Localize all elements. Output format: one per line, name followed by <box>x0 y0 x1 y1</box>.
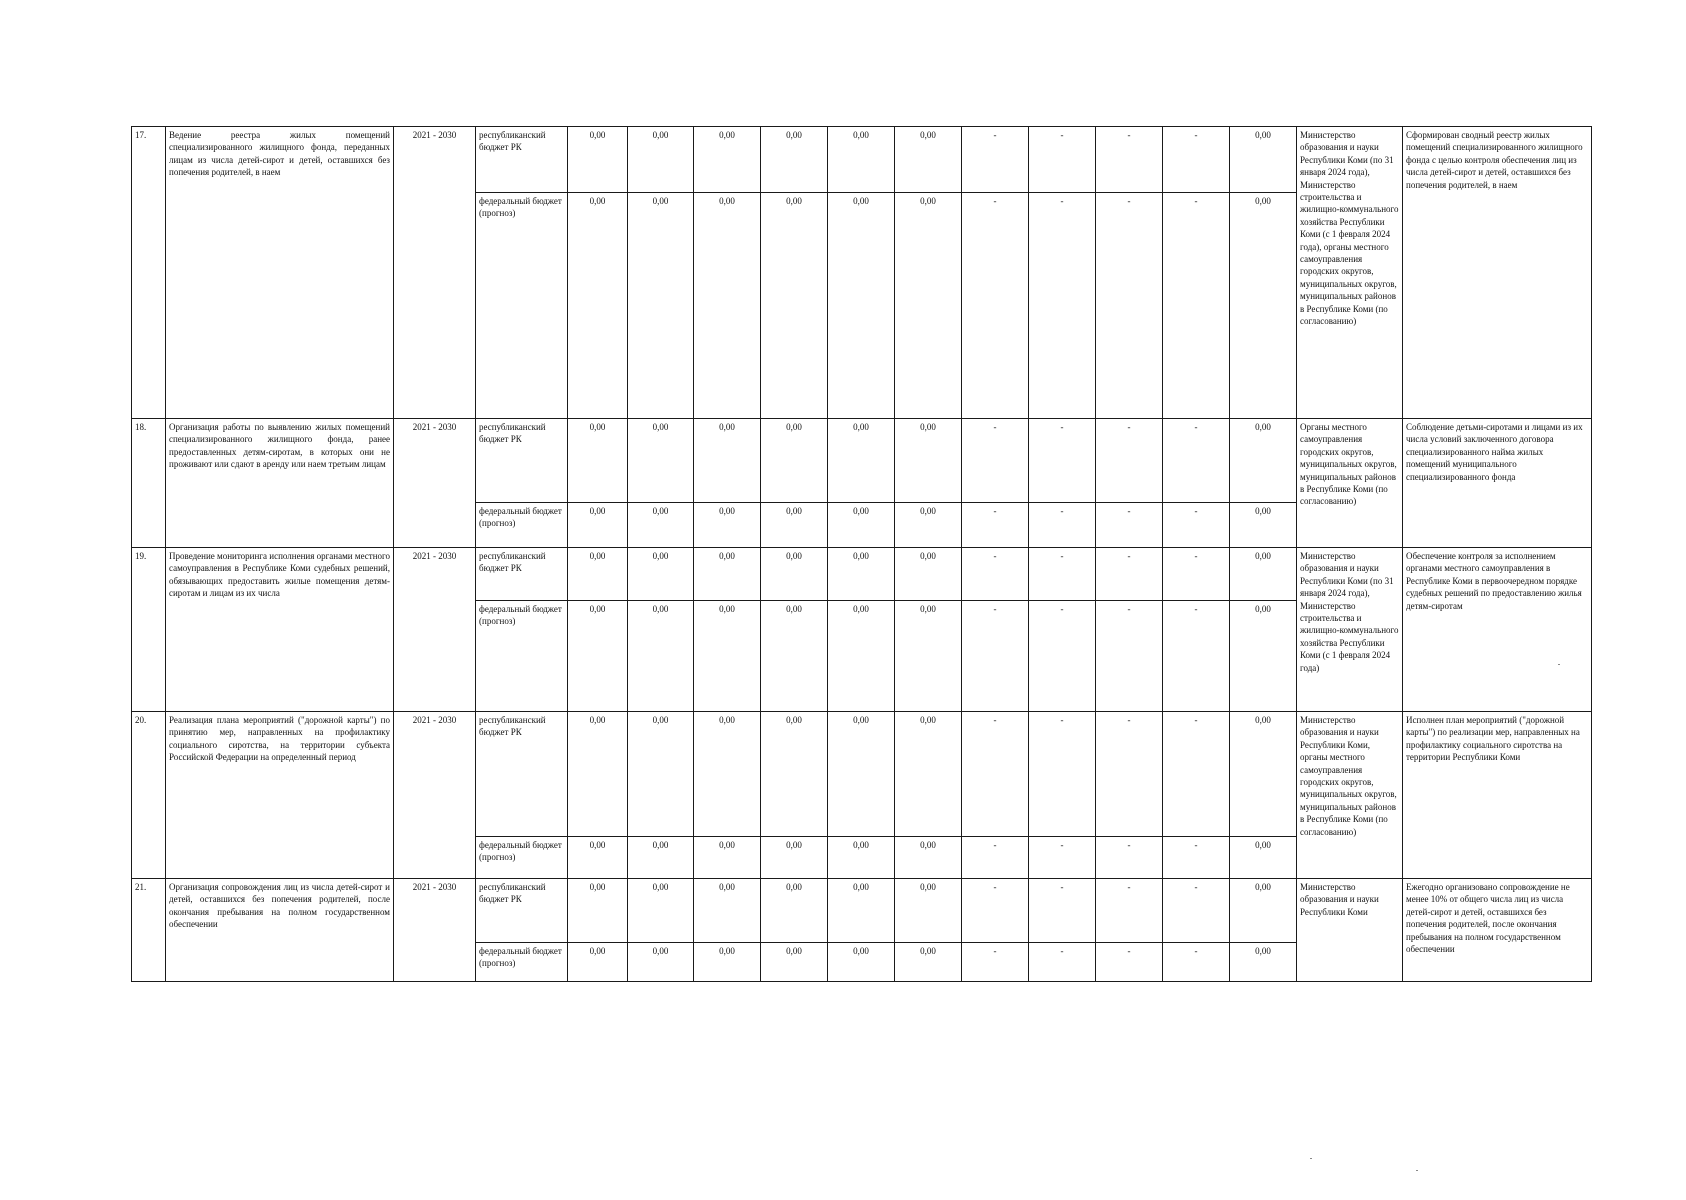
funding-value: 0,00 <box>761 548 828 601</box>
funding-value: 0,00 <box>568 503 628 548</box>
responsible-executor: Органы местного самоуправления городских округов, муниципальных округов, муниципальных районов в Республике Коми (по согласованию) <box>1297 419 1403 548</box>
funding-value: - <box>962 601 1029 712</box>
funding-value: 0,00 <box>694 712 761 837</box>
program-measures-table <box>131 126 1592 982</box>
funding-value: 0,00 <box>828 712 895 837</box>
funding-value: 0,00 <box>1230 943 1297 982</box>
funding-value: 0,00 <box>568 712 628 837</box>
funding-value: 0,00 <box>828 503 895 548</box>
funding-value: 0,00 <box>828 127 895 193</box>
row-number: 18. <box>132 419 166 548</box>
table-row <box>132 712 1592 837</box>
scan-speck <box>1416 1170 1418 1171</box>
implementation-period: 2021 - 2030 <box>394 712 476 879</box>
expected-result: Исполнен план мероприятий ("дорожной карты") по реализации мер, направленных на профилактику социального сиротства на территории Республики Коми <box>1403 712 1592 879</box>
funding-value: - <box>1029 837 1096 879</box>
funding-value: 0,00 <box>1230 503 1297 548</box>
funding-value: - <box>1163 548 1230 601</box>
funding-value: - <box>1029 419 1096 503</box>
funding-value: 0,00 <box>828 548 895 601</box>
funding-source: федеральный бюджет (прогноз) <box>476 837 568 879</box>
expected-result: Ежегодно организовано сопровождение не менее 10% от общего числа лиц из числа детей-сирот и детей, оставшихся без попечения родителей, после окончания пребывания на полном государственном обеспечении <box>1403 879 1592 982</box>
table-row <box>132 548 1592 601</box>
funding-value: - <box>962 548 1029 601</box>
funding-value: - <box>1096 419 1163 503</box>
funding-value: 0,00 <box>1230 419 1297 503</box>
funding-value: 0,00 <box>694 419 761 503</box>
funding-value: 0,00 <box>828 601 895 712</box>
funding-value: - <box>962 712 1029 837</box>
row-number: 21. <box>132 879 166 982</box>
measure-name: Организация работы по выявлению жилых помещений специализированного жилищного фонда, ранее предоставленных детям-сиротам, в которых они не проживают или сдают в аренду или наем третьим лицам <box>166 419 394 548</box>
funding-value: 0,00 <box>828 879 895 943</box>
funding-value: 0,00 <box>761 503 828 548</box>
funding-value: 0,00 <box>628 879 694 943</box>
funding-value: 0,00 <box>628 837 694 879</box>
funding-value: 0,00 <box>895 712 962 837</box>
funding-value: 0,00 <box>895 419 962 503</box>
table-row <box>132 127 1592 193</box>
funding-value: - <box>962 879 1029 943</box>
funding-value: - <box>962 419 1029 503</box>
funding-value: 0,00 <box>694 548 761 601</box>
funding-value: - <box>1163 503 1230 548</box>
funding-value: 0,00 <box>1230 879 1297 943</box>
funding-value: 0,00 <box>1230 127 1297 193</box>
implementation-period: 2021 - 2030 <box>394 548 476 712</box>
funding-value: - <box>1163 127 1230 193</box>
funding-source: республиканский бюджет РК <box>476 712 568 837</box>
responsible-executor: Министерство образования и науки Республики Коми (по 31 января 2024 года), Министерство строительства и жилищно-коммунального хозяйства Республики Коми (с 1 февраля 2024 года), органы местного самоуправления городских округов, муниципальных округов, муниципальных районов в Республике Коми (по согласованию) <box>1297 127 1403 419</box>
funding-value: - <box>1163 712 1230 837</box>
funding-value: - <box>1163 837 1230 879</box>
expected-result: Соблюдение детьми-сиротами и лицами из их числа условий заключенного договора специализированного найма жилых помещений муниципального специализированного фонда <box>1403 419 1592 548</box>
funding-value: - <box>1163 419 1230 503</box>
funding-value: 0,00 <box>568 837 628 879</box>
funding-value: 0,00 <box>828 419 895 503</box>
measure-name: Проведение мониторинга исполнения органами местного самоуправления в Республике Коми судебных решений, обязывающих предоставить жилые помещения детям-сиротам и лицам из их числа <box>166 548 394 712</box>
funding-source: республиканский бюджет РК <box>476 419 568 503</box>
funding-value: 0,00 <box>628 503 694 548</box>
funding-value: 0,00 <box>694 503 761 548</box>
funding-value: - <box>962 193 1029 419</box>
funding-value: 0,00 <box>568 601 628 712</box>
funding-value: 0,00 <box>1230 548 1297 601</box>
funding-value: 0,00 <box>828 943 895 982</box>
funding-value: 0,00 <box>694 837 761 879</box>
funding-value: 0,00 <box>1230 712 1297 837</box>
funding-value: 0,00 <box>895 503 962 548</box>
row-number: 19. <box>132 548 166 712</box>
table-row <box>132 879 1592 943</box>
funding-value: - <box>1163 193 1230 419</box>
funding-value: 0,00 <box>828 837 895 879</box>
measure-name: Ведение реестра жилых помещений специализированного жилищного фонда, переданных лицам из числа детей-сирот и детей, оставшихся без попечения родителей, в наем <box>166 127 394 419</box>
row-number: 20. <box>132 712 166 879</box>
funding-value: 0,00 <box>568 879 628 943</box>
responsible-executor: Министерство образования и науки Республики Коми <box>1297 879 1403 982</box>
scan-speck <box>1558 664 1560 665</box>
funding-value: - <box>1029 712 1096 837</box>
expected-result: Обеспечение контроля за исполнением органами местного самоуправления в Республике Коми в первоочередном порядке судебных решений по предоставлению жилья детям-сиротам <box>1403 548 1592 712</box>
funding-value: - <box>1029 503 1096 548</box>
funding-value: 0,00 <box>761 879 828 943</box>
funding-value: 0,00 <box>895 879 962 943</box>
funding-value: 0,00 <box>628 127 694 193</box>
funding-value: 0,00 <box>761 193 828 419</box>
funding-value: 0,00 <box>694 193 761 419</box>
funding-value: 0,00 <box>694 601 761 712</box>
funding-value: 0,00 <box>628 548 694 601</box>
funding-value: 0,00 <box>694 879 761 943</box>
funding-value: 0,00 <box>761 419 828 503</box>
funding-value: 0,00 <box>761 943 828 982</box>
funding-value: - <box>962 127 1029 193</box>
funding-value: 0,00 <box>895 943 962 982</box>
measure-name: Организация сопровождения лиц из числа детей-сирот и детей, оставшихся без попечения родителей, после окончания пребывания на полном государственном обеспечении <box>166 879 394 982</box>
funding-source: республиканский бюджет РК <box>476 127 568 193</box>
funding-source: федеральный бюджет (прогноз) <box>476 193 568 419</box>
table-body <box>132 127 1592 982</box>
scan-speck <box>1310 1158 1312 1159</box>
funding-value: - <box>962 503 1029 548</box>
funding-source: федеральный бюджет (прогноз) <box>476 601 568 712</box>
funding-value: 0,00 <box>694 127 761 193</box>
funding-value: 0,00 <box>895 127 962 193</box>
funding-value: 0,00 <box>761 601 828 712</box>
responsible-executor: Министерство образования и науки Республики Коми, органы местного самоуправления городских округов, муниципальных округов, муниципальных районов в Республике Коми (по согласованию) <box>1297 712 1403 879</box>
funding-value: - <box>1029 879 1096 943</box>
funding-value: 0,00 <box>828 193 895 419</box>
funding-value: 0,00 <box>628 193 694 419</box>
funding-value: - <box>1096 548 1163 601</box>
table-row <box>132 419 1592 503</box>
funding-value: 0,00 <box>628 943 694 982</box>
funding-source: федеральный бюджет (прогноз) <box>476 503 568 548</box>
funding-value: - <box>1096 879 1163 943</box>
funding-value: - <box>1163 879 1230 943</box>
expected-result: Сформирован сводный реестр жилых помещений специализированного жилищного фонда с целью контроля обеспечения лиц из числа детей-сирот и детей, оставшихся без попечения родителей, в наем <box>1403 127 1592 419</box>
funding-value: - <box>1029 601 1096 712</box>
funding-value: - <box>1029 943 1096 982</box>
funding-value: - <box>1096 943 1163 982</box>
funding-value: - <box>962 943 1029 982</box>
funding-value: 0,00 <box>761 127 828 193</box>
funding-value: - <box>1029 127 1096 193</box>
funding-value: - <box>1096 127 1163 193</box>
implementation-period: 2021 - 2030 <box>394 879 476 982</box>
funding-value: - <box>1096 601 1163 712</box>
funding-value: 0,00 <box>1230 601 1297 712</box>
funding-value: 0,00 <box>568 548 628 601</box>
responsible-executor: Министерство образования и науки Республики Коми (по 31 января 2024 года), Министерство строительства и жилищно-коммунального хозяйства Республики Коми (с 1 февраля 2024 года) <box>1297 548 1403 712</box>
funding-value: 0,00 <box>568 943 628 982</box>
funding-source: республиканский бюджет РК <box>476 879 568 943</box>
funding-value: 0,00 <box>761 712 828 837</box>
funding-value: 0,00 <box>628 601 694 712</box>
funding-source: федеральный бюджет (прогноз) <box>476 943 568 982</box>
funding-value: - <box>1029 548 1096 601</box>
funding-value: 0,00 <box>568 127 628 193</box>
funding-source: республиканский бюджет РК <box>476 548 568 601</box>
funding-value: 0,00 <box>628 419 694 503</box>
funding-value: - <box>1096 712 1163 837</box>
funding-value: - <box>1029 193 1096 419</box>
row-number: 17. <box>132 127 166 419</box>
funding-value: 0,00 <box>568 419 628 503</box>
funding-value: 0,00 <box>628 712 694 837</box>
funding-value: 0,00 <box>761 837 828 879</box>
measure-name: Реализация плана мероприятий ("дорожной карты") по принятию мер, направленных на профилактику социального сиротства, на территории субъекта Российской Федерации на определенный период <box>166 712 394 879</box>
funding-value: 0,00 <box>895 601 962 712</box>
funding-value: - <box>962 837 1029 879</box>
funding-value: - <box>1096 193 1163 419</box>
funding-value: 0,00 <box>694 943 761 982</box>
funding-value: 0,00 <box>895 548 962 601</box>
funding-value: 0,00 <box>568 193 628 419</box>
funding-value: 0,00 <box>1230 837 1297 879</box>
funding-value: - <box>1096 837 1163 879</box>
funding-value: - <box>1163 943 1230 982</box>
implementation-period: 2021 - 2030 <box>394 127 476 419</box>
implementation-period: 2021 - 2030 <box>394 419 476 548</box>
funding-value: - <box>1096 503 1163 548</box>
funding-value: 0,00 <box>895 837 962 879</box>
funding-value: 0,00 <box>895 193 962 419</box>
funding-value: 0,00 <box>1230 193 1297 419</box>
funding-value: - <box>1163 601 1230 712</box>
